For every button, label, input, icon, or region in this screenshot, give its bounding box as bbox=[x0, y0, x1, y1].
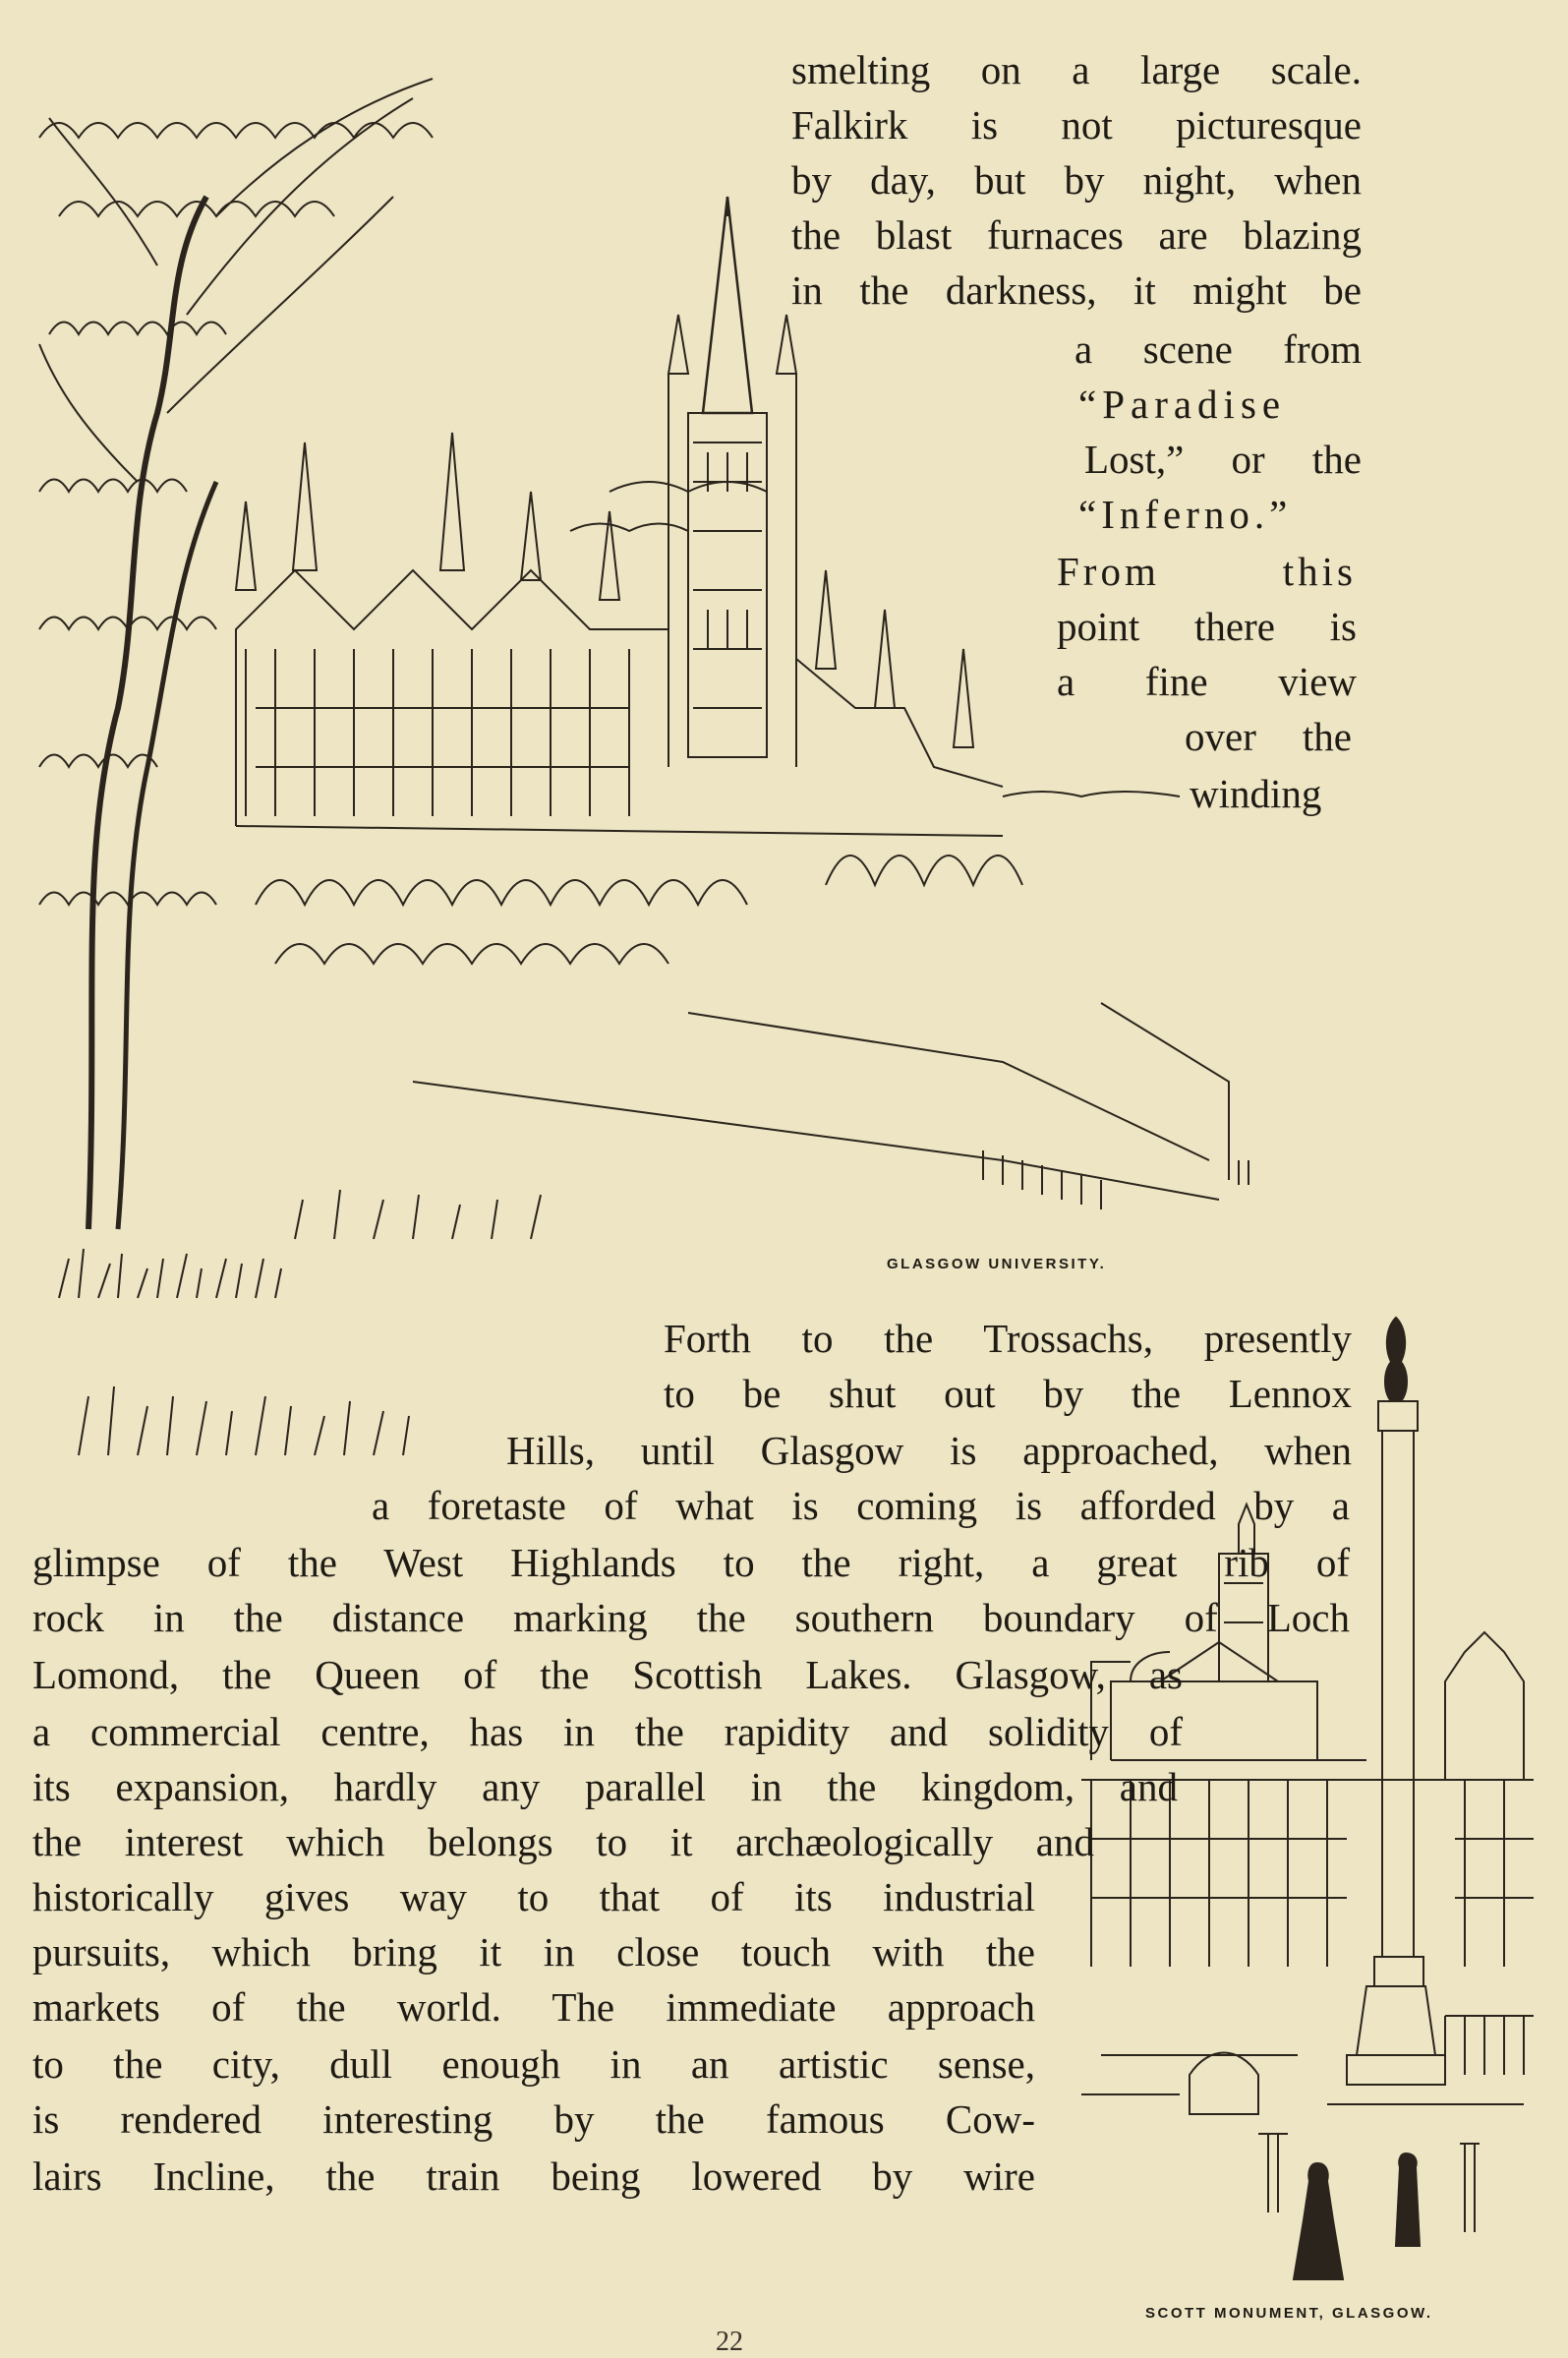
text-line: historically gives way to that of its industrial bbox=[32, 1874, 1035, 1919]
text-line: winding bbox=[1190, 771, 1322, 816]
text-line: Falkirk is not picturesque bbox=[791, 102, 1362, 147]
text-line: the blast furnaces are blazing bbox=[791, 212, 1362, 258]
text-line: in the darkness, it might be bbox=[791, 267, 1362, 313]
text-line: “Paradise bbox=[1078, 382, 1287, 427]
text-line: over the bbox=[1185, 714, 1352, 759]
text-line: markets of the world. The immediate approach bbox=[32, 1984, 1035, 2030]
monument-caption: SCOTT MONUMENT, GLASGOW. bbox=[1145, 2305, 1433, 2322]
text-line: is rendered interesting by the famous Cow- bbox=[32, 2096, 1035, 2142]
text-line: rock in the distance marking the southern boundary of Loch bbox=[32, 1595, 1350, 1640]
university-caption: GLASGOW UNIVERSITY. bbox=[887, 1256, 1107, 1272]
text-line: Lost,” or the bbox=[1084, 437, 1362, 482]
text-line: Forth to the Trossachs, presently bbox=[664, 1316, 1352, 1361]
text-line: point there is bbox=[1057, 604, 1357, 649]
text-line: Lomond, the Queen of the Scottish Lakes. Glasgow, as bbox=[32, 1652, 1183, 1697]
text-line: a commercial centre, has in the rapidity and solidity of bbox=[32, 1709, 1183, 1754]
text-line: glimpse of the West Highlands to the right, a great rib of bbox=[32, 1540, 1350, 1585]
text-line: lairs Incline, the train being lowered by wire bbox=[32, 2153, 1035, 2199]
text-line: Hills, until Glasgow is approached, when bbox=[506, 1428, 1352, 1473]
text-line: to be shut out by the Lennox bbox=[664, 1371, 1352, 1416]
text-line: its expansion, hardly any parallel in the kingdom, and bbox=[32, 1764, 1178, 1809]
text-line: a foretaste of what is coming is afforded by a bbox=[372, 1483, 1350, 1528]
text-line: a fine view bbox=[1057, 659, 1357, 704]
text-line: by day, but by night, when bbox=[791, 157, 1362, 203]
text-line: the interest which belongs to it archæologically and bbox=[32, 1819, 1094, 1864]
text-line: smelting on a large scale. bbox=[791, 47, 1362, 92]
page-number: 22 bbox=[716, 2327, 743, 2357]
text-line: a scene from bbox=[1074, 326, 1362, 372]
text-line: “Inferno.” bbox=[1078, 492, 1293, 537]
text-line: From this bbox=[1057, 549, 1357, 594]
text-line: to the city, dull enough in an artistic sense, bbox=[32, 2041, 1035, 2087]
text-line: pursuits, which bring it in close touch with the bbox=[32, 1929, 1035, 1975]
